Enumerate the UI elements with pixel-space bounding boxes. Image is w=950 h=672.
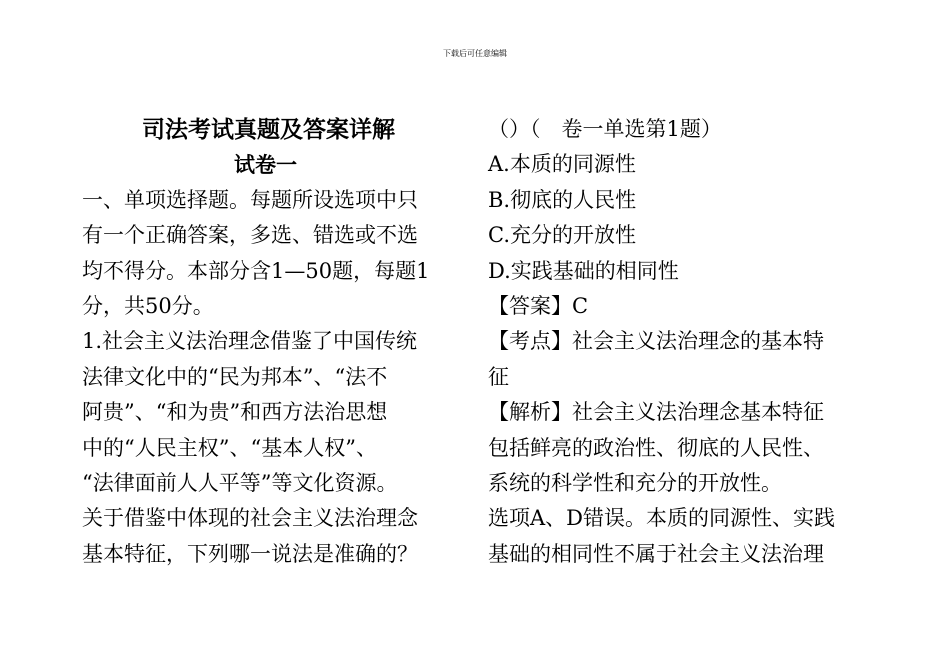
text-line: （）（ 卷一单选第1题）	[488, 117, 722, 141]
text-line: 法律文化中的“民为邦本”、“法不	[82, 364, 388, 389]
text-line: 选项A、D错误。本质的同源性、实践	[488, 506, 836, 531]
document-title: 司法考试真题及答案详解	[142, 116, 395, 143]
text-line: “法律面前人人平等”等文化资源。	[82, 470, 398, 495]
text-line: 征	[488, 364, 509, 389]
text-line: 基础的相同性不属于社会主义法治理	[488, 541, 824, 566]
text-line: A.本质的同源性	[488, 152, 636, 177]
text-line: 一、单项选择题。每题所设选项中只	[82, 187, 418, 212]
text-line: 【考点】社会主义法治理念的基本特	[488, 329, 824, 354]
text-line: 有一个正确答案，多选、错选或不选	[82, 223, 418, 248]
text-line: 关于借鉴中体现的社会主义法治理念	[82, 506, 418, 531]
text-line: 阿贵”、“和为贵”和西方法治思想	[82, 400, 388, 425]
text-line: 均不得分。本部分含1—50题，每题1	[82, 258, 430, 283]
text-line: 【答案】C	[488, 293, 589, 318]
header-note: 下载后可任意编辑	[443, 49, 507, 58]
text-line: 1.社会主义法治理念借鉴了中国传统	[82, 329, 418, 354]
right-column	[488, 112, 878, 572]
text-line: 基本特征，下列哪一说法是准确的？	[82, 541, 418, 566]
text-line: 包括鲜亮的政治性、彻底的人民性、	[488, 435, 824, 460]
text-line: 【解析】社会主义法治理念基本特征	[488, 400, 824, 425]
text-line: 中的“人民主权”、“基本人权”、	[82, 435, 377, 460]
text-line: D.实践基础的相同性	[488, 258, 679, 283]
text-line: 系统的科学性和充分的开放性。	[488, 470, 782, 495]
left-column	[82, 112, 467, 572]
document-subtitle: 试卷一	[234, 152, 297, 178]
text-line: 分，共50分。	[82, 293, 214, 318]
text-line: C.充分的开放性	[488, 223, 636, 248]
text-line: B.彻底的人民性	[488, 187, 637, 212]
